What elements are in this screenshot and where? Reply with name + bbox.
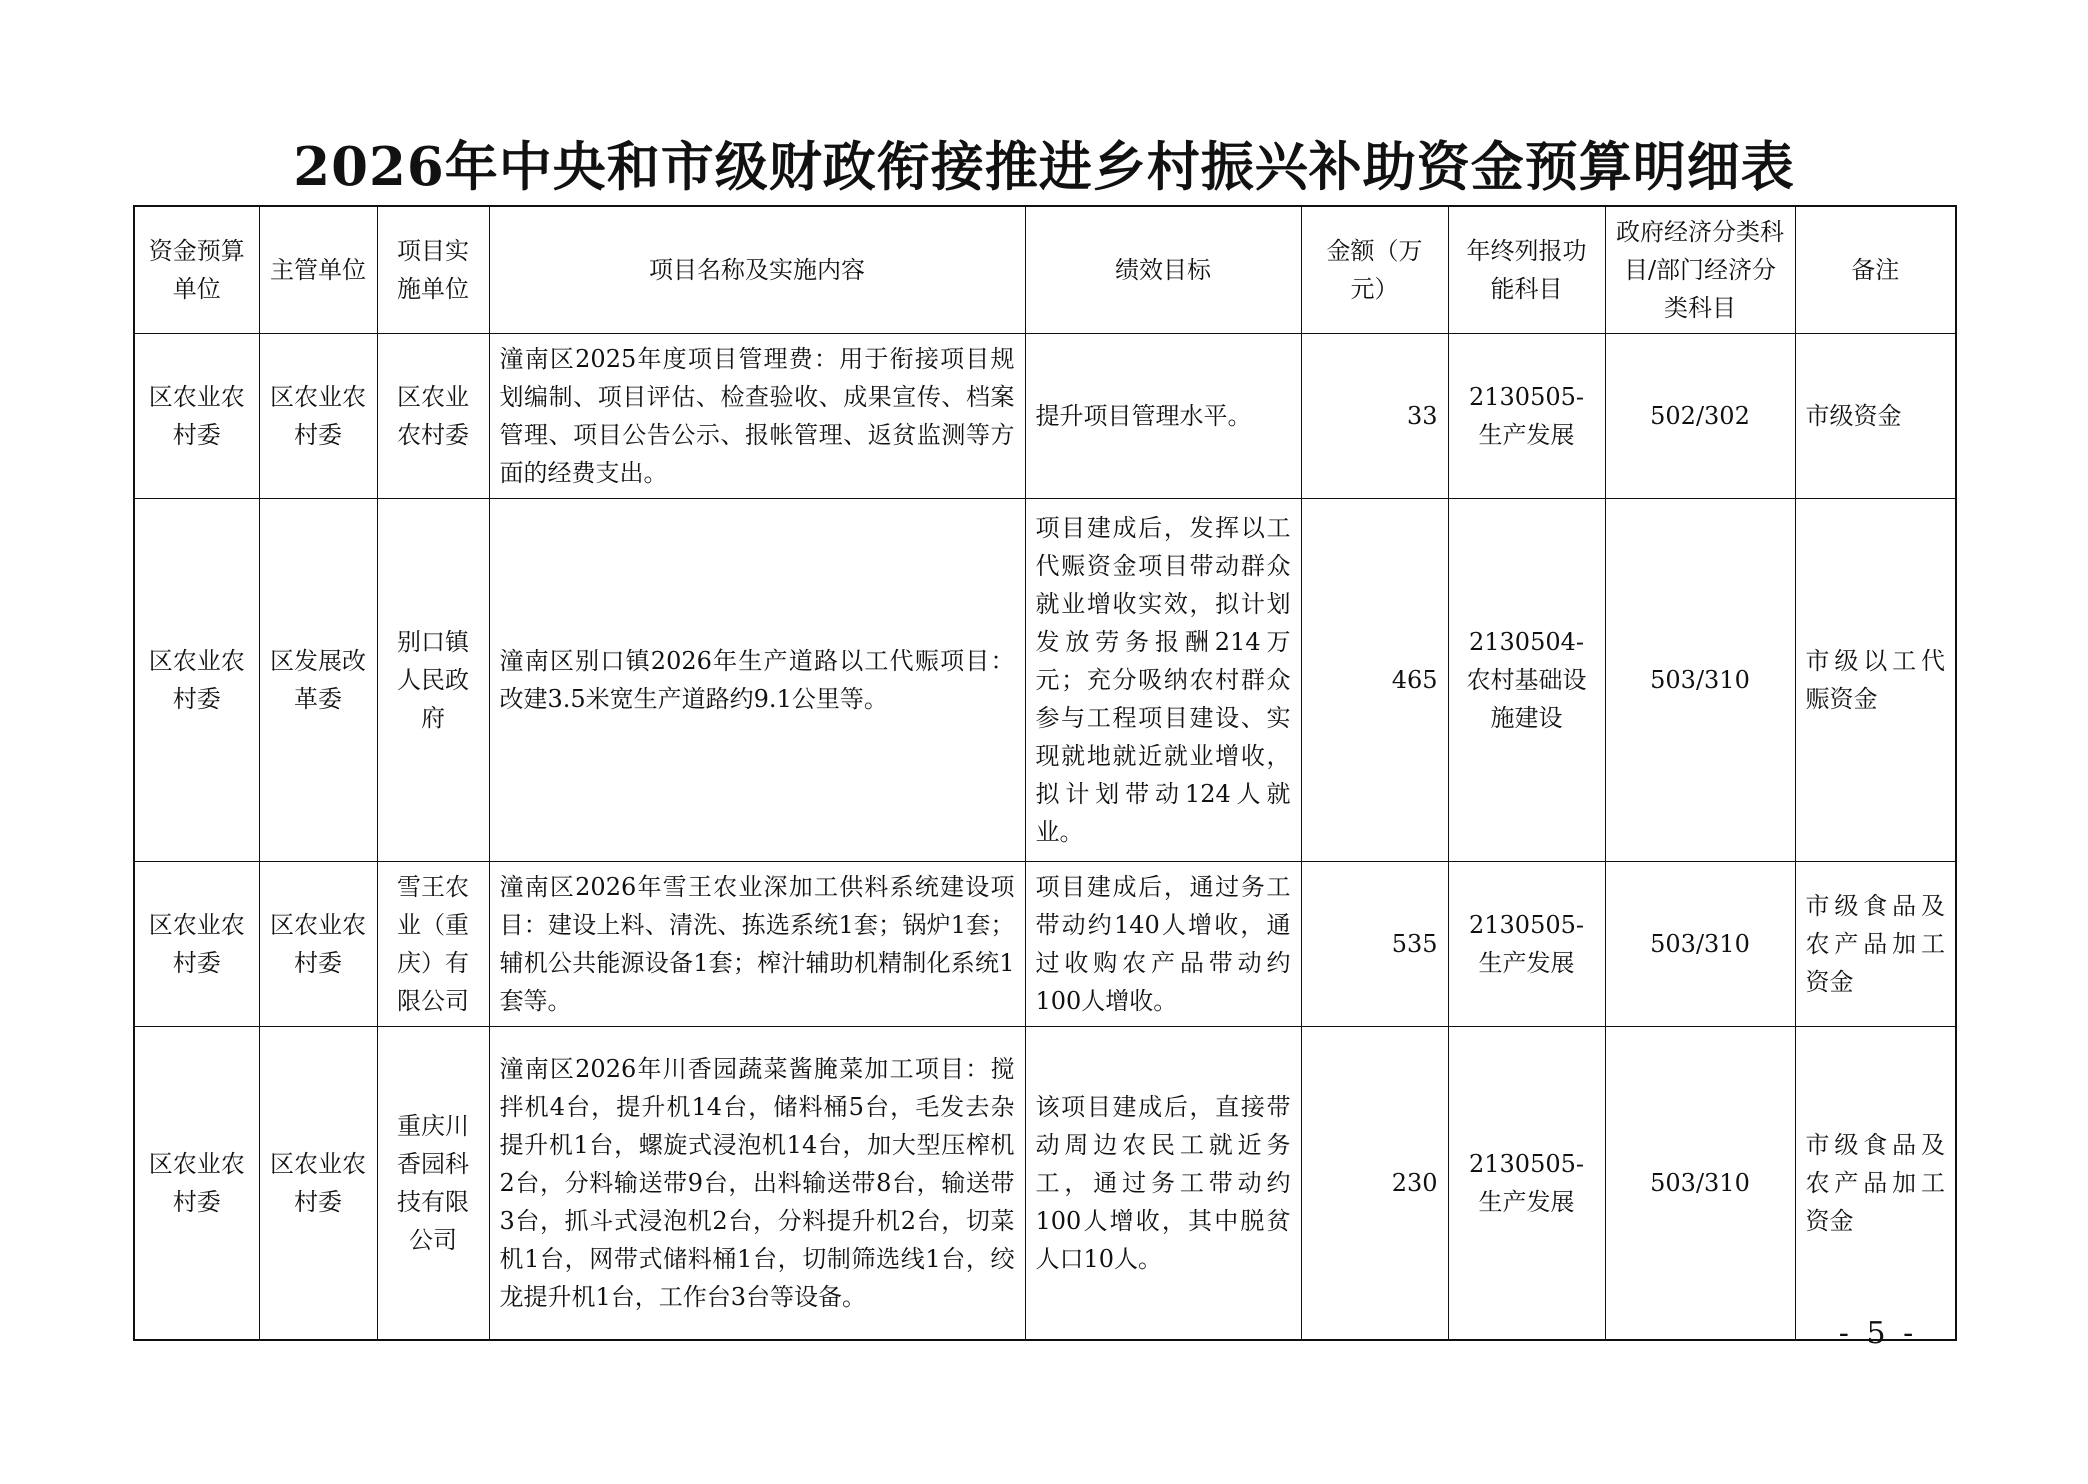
header-econ-subject: 政府经济分类科目/部门经济分类科目 bbox=[1605, 206, 1795, 334]
cell-econ-subject: 503/310 bbox=[1605, 499, 1795, 862]
cell-amount: 535 bbox=[1301, 862, 1448, 1027]
cell-implementer: 别口镇人民政府 bbox=[377, 499, 489, 862]
table-row bbox=[134, 1027, 1956, 1341]
header-budget-unit: 资金预算单位 bbox=[134, 206, 259, 334]
cell-supervisor: 区农业农村委 bbox=[259, 862, 377, 1027]
cell-budget-unit: 区农业农村委 bbox=[134, 1027, 259, 1341]
header-function-subject: 年终列报功能科目 bbox=[1448, 206, 1605, 334]
cell-remark: 市级以工代赈资金 bbox=[1795, 499, 1956, 862]
cell-budget-unit: 区农业农村委 bbox=[134, 499, 259, 862]
cell-amount: 230 bbox=[1301, 1027, 1448, 1341]
cell-econ-subject: 502/302 bbox=[1605, 334, 1795, 499]
cell-performance: 项目建成后，发挥以工代赈资金项目带动群众就业增收实效，拟计划发放劳务报酬214万元；充分吸纳农村群众参与工程项目建设、实现就地就近就业增收，拟计划带动124人就业。 bbox=[1025, 499, 1301, 862]
header-project: 项目名称及实施内容 bbox=[489, 206, 1025, 334]
cell-budget-unit: 区农业农村委 bbox=[134, 862, 259, 1027]
cell-function-subject: 2130505-生产发展 bbox=[1448, 1027, 1605, 1341]
cell-supervisor: 区农业农村委 bbox=[259, 1027, 377, 1341]
cell-implementer: 区农业农村委 bbox=[377, 334, 489, 499]
header-performance: 绩效目标 bbox=[1025, 206, 1301, 334]
cell-project: 潼南区2025年度项目管理费：用于衔接项目规划编制、项目评估、检查验收、成果宣传、档案管理、项目公告公示、报帐管理、返贫监测等方面的经费支出。 bbox=[489, 334, 1025, 499]
table-header bbox=[134, 206, 1956, 334]
budget-table bbox=[133, 205, 1957, 1341]
header-supervisor: 主管单位 bbox=[259, 206, 377, 334]
table-row bbox=[134, 499, 1956, 862]
cell-performance: 项目建成后，通过务工带动约140人增收，通过收购农产品带动约100人增收。 bbox=[1025, 862, 1301, 1027]
cell-remark: 市级食品及农产品加工资金 bbox=[1795, 862, 1956, 1027]
cell-function-subject: 2130505-生产发展 bbox=[1448, 862, 1605, 1027]
cell-project: 潼南区2026年雪王农业深加工供料系统建设项目：建设上料、清洗、拣选系统1套；锅炉1套；辅机公共能源设备1套；榨汁辅助机精制化系统1套等。 bbox=[489, 862, 1025, 1027]
table-row bbox=[134, 334, 1956, 499]
cell-remark: 市级资金 bbox=[1795, 334, 1956, 499]
cell-project: 潼南区别口镇2026年生产道路以工代赈项目：改建3.5米宽生产道路约9.1公里等。 bbox=[489, 499, 1025, 862]
cell-remark: 市级食品及农产品加工资金 bbox=[1795, 1027, 1956, 1341]
cell-econ-subject: 503/310 bbox=[1605, 1027, 1795, 1341]
cell-function-subject: 2130505-生产发展 bbox=[1448, 334, 1605, 499]
cell-performance: 提升项目管理水平。 bbox=[1025, 334, 1301, 499]
cell-amount: 465 bbox=[1301, 499, 1448, 862]
table-row bbox=[134, 862, 1956, 1027]
page-title: 2026年中央和市级财政衔接推进乡村振兴补助资金预算明细表 bbox=[293, 136, 1795, 198]
cell-amount: 33 bbox=[1301, 334, 1448, 499]
cell-performance: 该项目建成后，直接带动周边农民工就近务工，通过务工带动约100人增收，其中脱贫人口10人。 bbox=[1025, 1027, 1301, 1341]
cell-implementer: 重庆川香园科技有限公司 bbox=[377, 1027, 489, 1341]
header-implementer: 项目实施单位 bbox=[377, 206, 489, 334]
page-number: - 5 - bbox=[1838, 1316, 1918, 1351]
cell-project: 潼南区2026年川香园蔬菜酱腌菜加工项目：搅拌机4台，提升机14台，储料桶5台，毛发去杂提升机1台，螺旋式浸泡机14台，加大型压榨机2台，分料输送带9台，出料输送带8台，输送带3台，抓斗式浸泡机2台，分料提升机2台，切菜机1台，网带式储料桶1台，切制筛选线1台，绞龙提升机1台，工作台3台等设备。 bbox=[489, 1027, 1025, 1341]
cell-supervisor: 区农业农村委 bbox=[259, 334, 377, 499]
cell-function-subject: 2130504-农村基础设施建设 bbox=[1448, 499, 1605, 862]
cell-supervisor: 区发展改革委 bbox=[259, 499, 377, 862]
cell-budget-unit: 区农业农村委 bbox=[134, 334, 259, 499]
header-remark: 备注 bbox=[1795, 206, 1956, 334]
cell-implementer: 雪王农业（重庆）有限公司 bbox=[377, 862, 489, 1027]
cell-econ-subject: 503/310 bbox=[1605, 862, 1795, 1027]
header-amount: 金额（万元） bbox=[1301, 206, 1448, 334]
